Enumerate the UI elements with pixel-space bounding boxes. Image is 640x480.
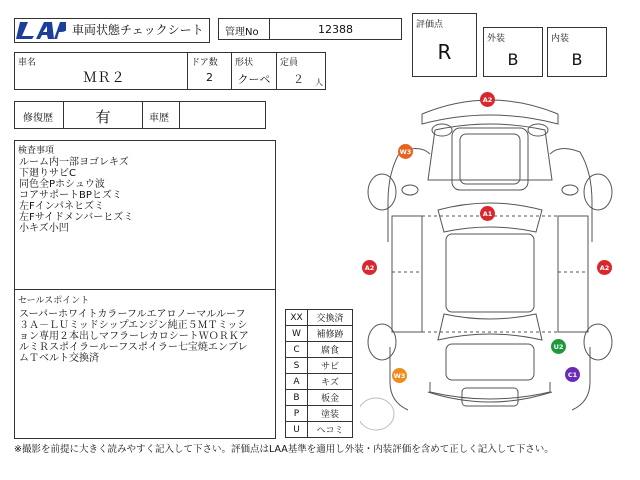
grade-value: R xyxy=(437,40,452,64)
legend-code: C xyxy=(285,341,308,358)
car-name-value: ＭＲ２ xyxy=(83,70,125,86)
sheet-title: 車両状態チェックシート xyxy=(72,23,204,37)
car-name-cell xyxy=(14,52,188,90)
damage-code-legend xyxy=(285,309,353,437)
interior-box xyxy=(547,27,607,77)
inspection-note-line: コアサポートBPヒズミ xyxy=(19,190,122,201)
repair-label-cell xyxy=(14,101,64,129)
doors-label: ドア数 xyxy=(191,58,218,68)
legend-meaning: ヘコミ xyxy=(307,421,353,438)
damage-marker: A2 xyxy=(480,92,495,107)
inspection-note-line: 小キズ小凹 xyxy=(19,223,69,234)
inspection-note-line: 左Fインパネヒズミ xyxy=(19,201,105,212)
sales-point-line: ムＴベルト交換済 xyxy=(19,353,99,364)
grade-label: 評価点 xyxy=(416,20,444,30)
sales-box xyxy=(14,289,276,439)
sales-points xyxy=(19,309,249,364)
capacity-value: ２ xyxy=(293,73,304,86)
grade-box xyxy=(412,13,477,77)
mgmt-value-cell xyxy=(269,18,402,40)
exterior-box xyxy=(483,27,543,77)
damage-marker: A2 xyxy=(362,260,377,275)
legend-code: S xyxy=(285,357,308,374)
damage-marker: W3 xyxy=(392,368,407,383)
inspection-note-line: 下廻りサビC xyxy=(19,168,76,179)
car-history-value-cell xyxy=(179,101,266,129)
damage-marker: A1 xyxy=(480,206,495,221)
legend-meaning: 補修跡 xyxy=(307,325,353,342)
sales-point-line: スーパーホワイトカラーフルエアロノーマルルーフ xyxy=(19,309,246,320)
legend-meaning: 交換済 xyxy=(307,309,353,326)
mgmt-label-cell xyxy=(218,18,270,40)
inspection-label-cell xyxy=(142,101,180,129)
legend-code: B xyxy=(285,389,308,406)
sales-label: セールスポイント xyxy=(18,296,90,306)
sales-point-line: ３Ａ－ＬＵミッドシップエンジン純正５ＭＴミッシ xyxy=(19,320,248,331)
legend-code: U xyxy=(285,421,308,438)
inspection-box xyxy=(14,140,276,290)
legend-code: A xyxy=(285,373,308,390)
exterior-label: 外装 xyxy=(487,34,506,44)
legend-meaning: サビ xyxy=(307,357,353,374)
doors-cell xyxy=(187,52,232,90)
interior-label: 内装 xyxy=(551,34,570,44)
repair-value-cell xyxy=(63,101,143,129)
inspection-notes xyxy=(19,157,133,234)
sales-point-line: ルミＲスポイラールーフスポイラー七宝焼エンブレ xyxy=(19,342,248,353)
legend-meaning: 腐食 xyxy=(307,341,353,358)
shape-label: 形状 xyxy=(235,58,254,68)
repair-value: 有 xyxy=(95,108,111,126)
capacity-label: 定員 xyxy=(280,58,299,68)
legend-code: XX xyxy=(285,309,308,326)
mgmt-label: 管理No xyxy=(225,27,259,38)
inspection-note-line: 同色全Pホシュウ波 xyxy=(19,179,105,190)
damage-marker: A2 xyxy=(597,260,612,275)
capacity-cell xyxy=(276,52,326,90)
mgmt-value: 12388 xyxy=(318,23,353,36)
shape-value: クーペ xyxy=(237,73,271,86)
legend-meaning: キズ xyxy=(307,373,353,390)
damage-marker: W3 xyxy=(398,144,413,159)
legend-meaning: 板金 xyxy=(307,389,353,406)
inspection-note-line: ルーム内一部ヨゴレキズ xyxy=(19,157,129,168)
damage-marker: U2 xyxy=(551,339,566,354)
legend-meaning: 塗装 xyxy=(307,405,353,422)
interior-value: B xyxy=(571,50,583,69)
repair-label: 修復歴 xyxy=(23,113,53,124)
car-name-label: 車名 xyxy=(18,58,37,68)
capacity-unit: 人 xyxy=(315,78,323,87)
exterior-value: B xyxy=(507,50,519,69)
inspection-note-line: 左Fサイドメンバーヒズミ xyxy=(19,212,134,223)
inspection-label: 検査事項 xyxy=(18,146,55,156)
damage-marker: C1 xyxy=(565,367,580,382)
sales-point-line: ョン専用２本出しマフラーレカロシートＷＯＲＫア xyxy=(19,331,249,342)
title-underline xyxy=(14,18,210,43)
car-history-label: 車歴 xyxy=(149,113,169,124)
legend-code: W xyxy=(285,325,308,342)
doors-value: 2 xyxy=(206,71,213,84)
legend-code: P xyxy=(285,405,308,422)
shape-cell xyxy=(231,52,277,90)
footer-note: ※撮影を前提に大きく読みやすく記入して下さい。評価点はLAA基準を適用し外装・内装評価を含めて正しく記入して下さい。 xyxy=(14,444,554,455)
